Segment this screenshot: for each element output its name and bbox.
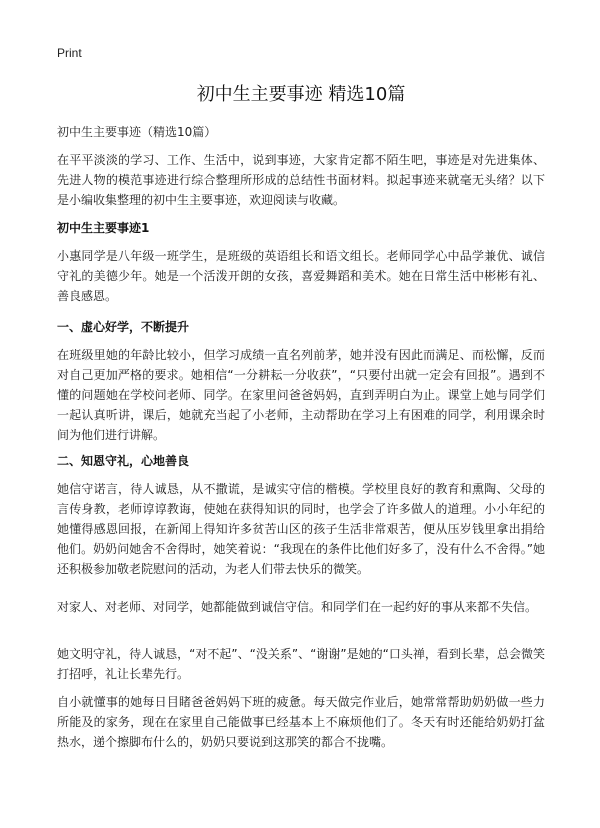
study-paragraph: 在班级里她的年龄比较小，但学习成绩一直名列前茅，她并没有因此而满足、而松懈，反而对自己更加严格的要求。她相信“一分耕耘一分收获”，“只要付出就一定会有回报”。遇到不懂的问题她在学校问老师、同学。在家里问爸爸妈妈，直到弄明白为止。课堂上她与同学们一起认真听讲，课后，她就充当起了小老师，主动帮助在学习上有困难的同学，利用课余时间为他们进行讲解。 bbox=[57, 348, 545, 442]
section-1-paragraph: 小惠同学是八年级一班学生，是班级的英语组长和语文组长。老师同学心中品学兼优、诚信守礼的美德少年。她是一个活泼开朗的女孩，喜爱舞蹈和美术。她在日常生活中彬彬有礼、善良感恩。 bbox=[57, 249, 545, 303]
politeness-paragraph: 她文明守礼，待人诚恳，“对不起”、“没关系”、“谢谢”是她的“口头禅，看到长辈，总会微笑打招呼，礼让长辈先行。 bbox=[57, 647, 545, 681]
intro-paragraph: 在平平淡淡的学习、工作、生活中，说到事迹，大家肯定都不陌生吧，事迹是对先进集体、先进人物的模范事迹进行综合整理所形成的总结性书面材料。拟起事迹来就毫无头绪？以下是小编收集整理的初中生主要事迹，欢迎阅读与收藏。 bbox=[57, 153, 545, 207]
document-subtitle: 初中生主要事迹（精选10篇） bbox=[57, 125, 217, 139]
subheading-gratitude: 二、知恩守礼，心地善良 bbox=[57, 454, 190, 468]
subheading-study: 一、虚心好学，不断提升 bbox=[57, 320, 190, 334]
gratitude-paragraph: 她信守诺言，待人诚恳，从不撒谎，是诚实守信的楷模。学校里良好的教育和熏陶、父母的言传身教，老师谆谆教诲，使她在获得知识的同时，也学会了许多做人的道理。小小年纪的她懂得感恩回报，在新闻上得知许多贫苦山区的孩子生活非常艰苦，便从压岁钱里拿出捐给他们。奶奶问她舍不舍得时，她笑着说：“我现在的条件比他们好多了，没有什么不舍得。”她还积极参加敬老院慰问的活动，为老人们带去快乐的微笑。 bbox=[57, 482, 545, 576]
page-title: 初中生主要事迹 精选10篇 bbox=[196, 84, 406, 105]
housework-paragraph: 自小就懂事的她每日目睹爸爸妈妈下班的疲惫。每天做完作业后，她常常帮助奶奶做一些力所能及的家务，现在在家里自己能做事已经基本上不麻烦他们了。冬天有时还能给奶奶打盆热水，递个擦脚布什么的，奶奶只要说到这那笑的都合不拢嘴。 bbox=[57, 695, 545, 749]
honesty-paragraph: 对家人、对老师、对同学，她都能做到诚信守信。和同学们在一起约好的事从来都不失信。 bbox=[57, 600, 538, 614]
section-1-heading: 初中生主要事迹1 bbox=[57, 221, 150, 235]
print-link[interactable]: Print bbox=[57, 46, 82, 60]
